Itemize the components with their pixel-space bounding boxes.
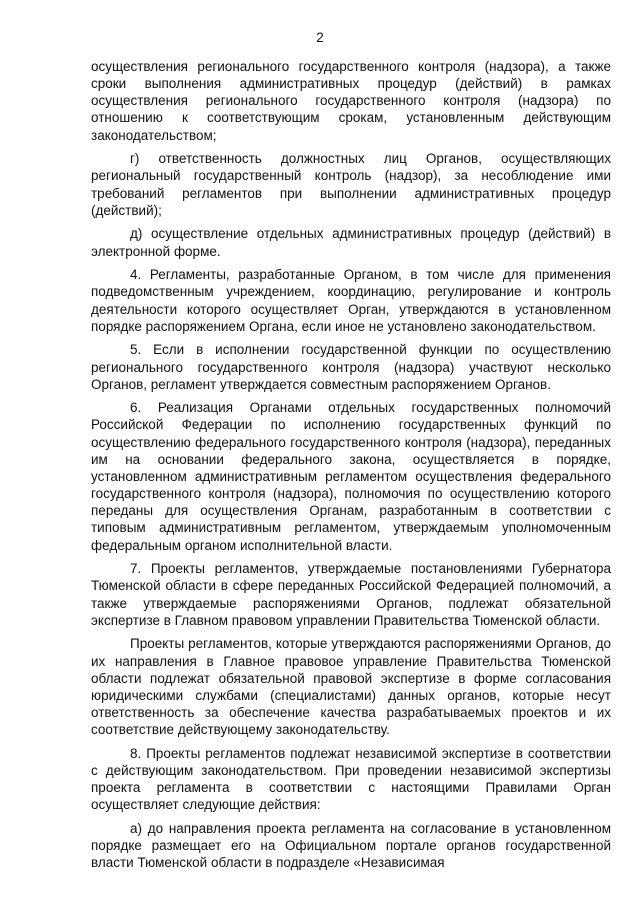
page-number: 2 (316, 30, 324, 45)
paragraph-8: 8. Проекты регламентов подлежат независимой экспертизе в соответствии с действующим законодательством. При проведении независимой экспертизы проекта регламента в соответствии с настоящими Правилами Орган осуществляет следующие действия: (91, 745, 611, 813)
paragraph-item-d: д) осуществление отдельных административных процедур (действий) в электронной форме. (91, 226, 611, 259)
paragraph-item-a: а) до направления проекта регламента на согласование в установленном порядке размещает его на Официальном портале органов государственной власти Тюменской области в подразделе «Независимая (91, 820, 611, 871)
paragraph-7-continued: Проекты регламентов, которые утверждаются распоряжениями Органов, до их направления в Главное правовое управление Правительства Тюменской области подлежат обязательной правовой экспертизе в форме согласования юридическими службами (специалистами) данных органов, которые несут ответственность за обеспечение качества разрабатываемых проектов и их соответствие действующему законодательству. (91, 636, 611, 738)
paragraph-6: 6. Реализация Органами отдельных государственных полномочий Российской Федерации по исполнению государственных функций по осуществлению федерального государственного контроля (надзора), переданных им на основании федерального закона, осуществляется в порядке, установленном административным регламентом осуществления федерального государственного контроля (надзора), полномочия по осуществлению которого переданы для осуществления Органам, разработанным в соответствии с типовым административным регламентом, утверждаемым уполномоченным федеральным органом исполнительной власти. (91, 400, 611, 553)
document-body (91, 58, 611, 878)
paragraph-7: 7. Проекты регламентов, утверждаемые постановлениями Губернатора Тюменской области в сфере переданных Российской Федерацией полномочий, а также утверждаемые распоряжениями Органов, подлежат обязательной экспертизе в Главном правовом управлении Правительства Тюменской области. (91, 561, 611, 628)
paragraph-5: 5. Если в исполнении государственной функции по осуществлению регионального государственного контроля (надзора) участвуют несколько Органов, регламент утверждается совместным распоряжением Органов. (91, 342, 611, 392)
paragraph-4: 4. Регламенты, разработанные Органом, в том числе для применения подведомственным учреждением, координацию, регулирование и контроль деятельности которого осуществляет Орган, утверждаются в установленном порядке распоряжением Органа, если иное не установлено законодательством. (91, 267, 611, 334)
paragraph-item-g: г) ответственность должностных лиц Органов, осуществляющих региональный государственный контроль (надзор), за несоблюдение ими требований регламентов при выполнении административных процедур (действий); (91, 151, 611, 218)
paragraph-continuation: осуществления регионального государственного контроля (надзора), а также сроки выполнения административных процедур (действий) в рамках осуществления регионального государственного контроля (надзора) по отношению к соответствующим срокам, установленным действующим законодательством; (91, 59, 611, 143)
